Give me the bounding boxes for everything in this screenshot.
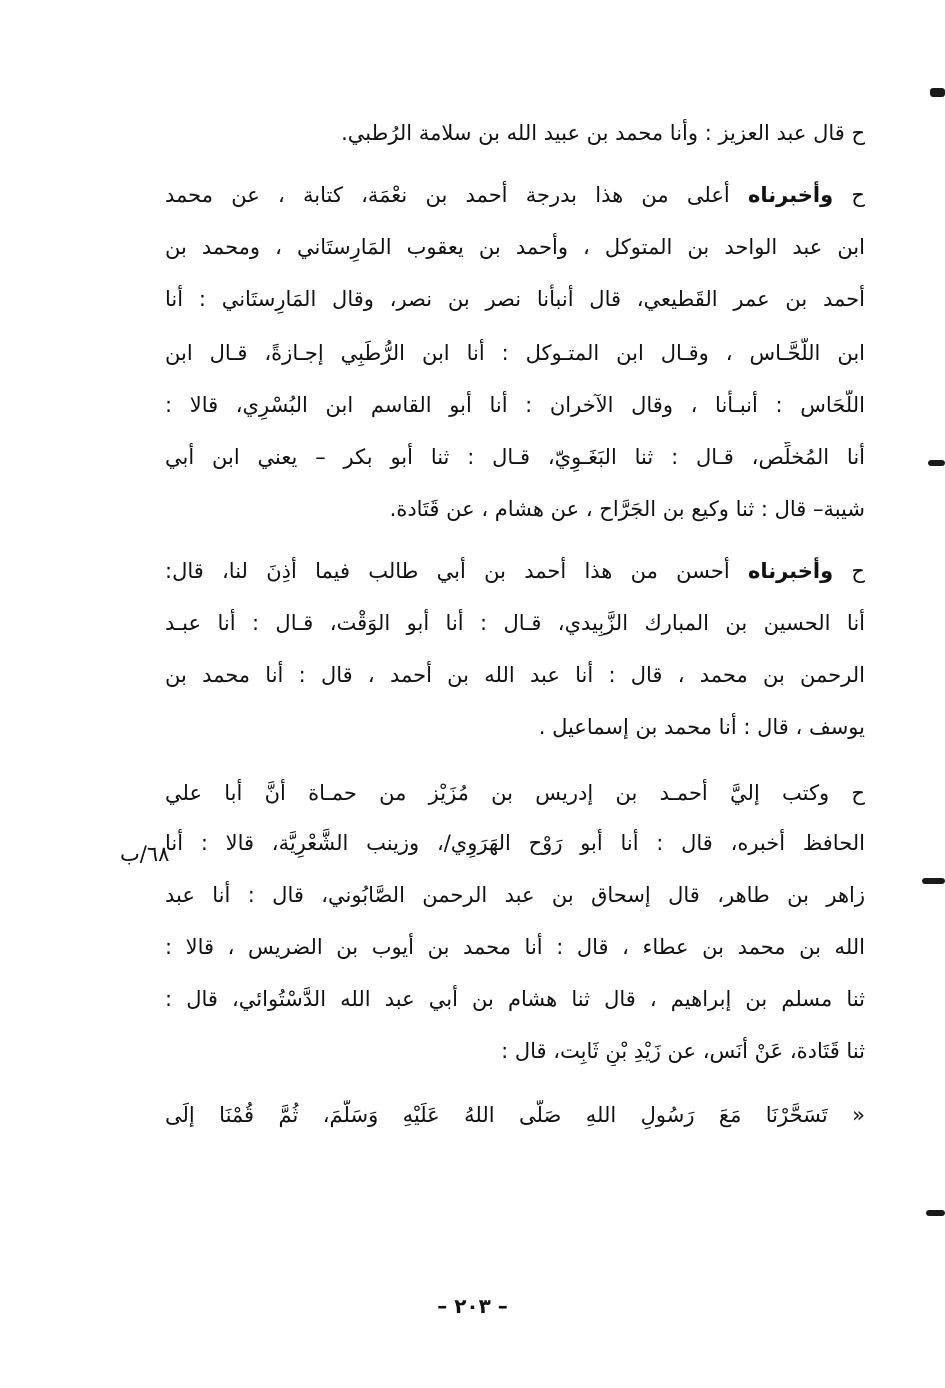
scan-edge-mark xyxy=(930,88,945,97)
page-number: – ٢٠٣ – xyxy=(437,1294,508,1318)
text-line-6: اللَّحَاس : أنبـأنا ، وقال الآخران : أنا أبو القاسم ابن البُسْرِي، قالا : xyxy=(165,393,865,417)
text-line-10: أنا الحسين بن المبارك الزَّبِيدي، قـال : أنا أبو الوَقْت، قـال : أنا عبـد xyxy=(165,611,865,635)
keyword-akhbarana: وأخبرناه xyxy=(747,183,834,207)
text-line-9 xyxy=(165,556,865,586)
text-line-2 xyxy=(165,180,865,210)
text-line-9-body: أحسن من هذا أحمد بن أبي طالب فيما أذِنَ لنا، قال: xyxy=(165,559,730,583)
margin-folio-note: ٦٨/ب xyxy=(120,842,170,866)
text-line-1: ح قال عبد العزيز : وأنا محمد بن عبيد الله بن سلامة الرُطبي. xyxy=(341,121,865,145)
text-line-16: الله بن محمد بن عطاء ، قال : أنا محمد بن أيوب بن الضريس ، قالا : xyxy=(165,935,865,959)
marker-ha-2: ح xyxy=(851,559,865,583)
keyword-akhbarana-2: وأخبرناه xyxy=(747,559,834,583)
text-line-4: أحمد بن عمر القَطيعي، قال أنبأنا نصر بن نصر، وقال المَارِستَاني : أنا xyxy=(165,287,865,311)
text-line-17: ثنا مسلم بن إبراهيم ، قال ثنا هشام بن أبي عبد الله الدَّسْتُوائي، قال : xyxy=(165,987,865,1011)
scan-edge-mark xyxy=(922,878,945,884)
text-line-5: ابن اللَّحَّـاس ، وقـال ابن المتـوكل : أنا ابن الرُّطَبِي إجـازةً، قـال ابن xyxy=(165,341,865,365)
text-line-2-body: أعلى من هذا بدرجة أحمد بن نعْمَة، كتابة ، عن محمد xyxy=(165,183,730,207)
text-line-18: ثنا قَتَادة، عَنْ أنَس، عن زَيْدِ بْنِ ثَابِت، قال : xyxy=(501,1039,865,1063)
text-line-15: زاهر بن طاهر، قال إسحاق بن عبد الرحمن الصَّابُوني، قال : أنا عبد xyxy=(165,883,865,907)
marker-ha: ح xyxy=(851,183,865,207)
text-line-19: « تَسَحَّرْنَا مَعَ رَسُولِ اللهِ صَلَّى اللهُ عَلَيْهِ وَسَلَّمَ، ثُمَّ قُمْنَا إلَى xyxy=(165,1103,865,1127)
text-line-12: يوسف ، قال : أنا محمد بن إسماعيل . xyxy=(538,715,865,739)
scan-edge-mark xyxy=(926,1210,945,1216)
scan-edge-mark xyxy=(928,460,945,466)
text-line-7: أنا المُخلِّص، قـال : ثنا البَغَـوِيّ، قـال : ثنا أبو بكر – يعني ابن أبي xyxy=(165,445,865,469)
text-line-13: ح وكتب إليَّ أحمـد بن إدريس بن مُزَيْز من حمـاة أنَّ أبا علي xyxy=(165,781,865,805)
text-line-14: الحافظ أخبره، قال : أنا أبو رَوْح الهَرَوِي/، وزينب الشَّعْرِيَّة، قالا : أنا xyxy=(165,831,865,855)
text-line-11: الرحمن بن محمد ، قال : أنا عبد الله بن أحمد ، قال : أنا محمد بن xyxy=(165,663,865,687)
text-line-8: شيبة– قال : ثنا وكيع بن الجَرَّاح ، عن هشام ، عن قَتَادة. xyxy=(389,497,865,521)
text-line-3: ابن عبد الواحد بن المتوكل ، وأحمد بن يعقوب المَارِستَاني ، ومحمد بن xyxy=(165,235,865,259)
